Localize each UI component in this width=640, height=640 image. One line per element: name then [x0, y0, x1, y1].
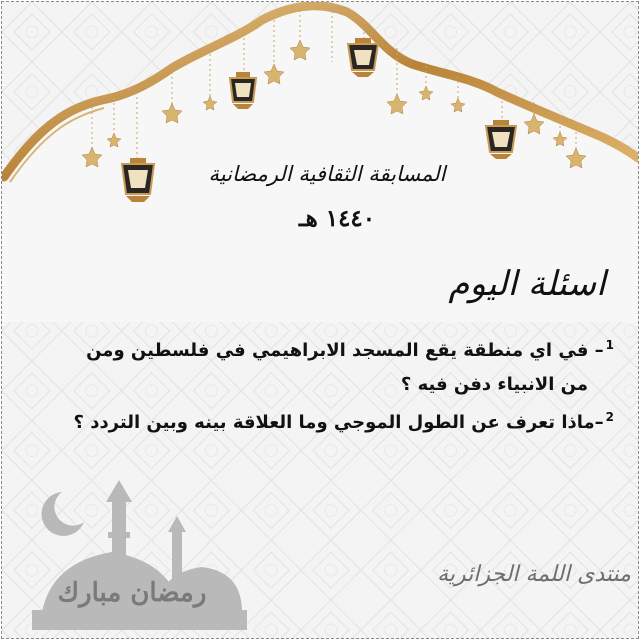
question-1-line-2: من الانبياء دفن فيه ؟: [400, 374, 588, 395]
section-heading: اسئلة اليوم: [448, 264, 606, 304]
ramadan-mubarak-watermark: رمضان مبارك: [57, 578, 207, 608]
forum-name: منتدى اللمة الجزائرية: [437, 562, 631, 587]
question-1-line-1: [86, 338, 614, 361]
question-1-number: 1: [605, 338, 614, 352]
contest-title: المسابقة الثقافية الرمضانية: [208, 162, 446, 186]
question-1-text: – في اي منطقة يقع المسجد الابراهيمي في فلسطين ومن: [86, 340, 604, 361]
contest-year: ١٤٤٠ هـ: [298, 205, 376, 232]
crescent-icon: [42, 492, 84, 536]
greeting-card: [1, 1, 639, 639]
question-2-line-1: [74, 410, 615, 433]
question-2-number: 2: [605, 410, 614, 424]
question-2-text: –ماذا تعرف عن الطول الموجي وما العلاقة بينه وبين التردد ؟: [73, 412, 604, 433]
